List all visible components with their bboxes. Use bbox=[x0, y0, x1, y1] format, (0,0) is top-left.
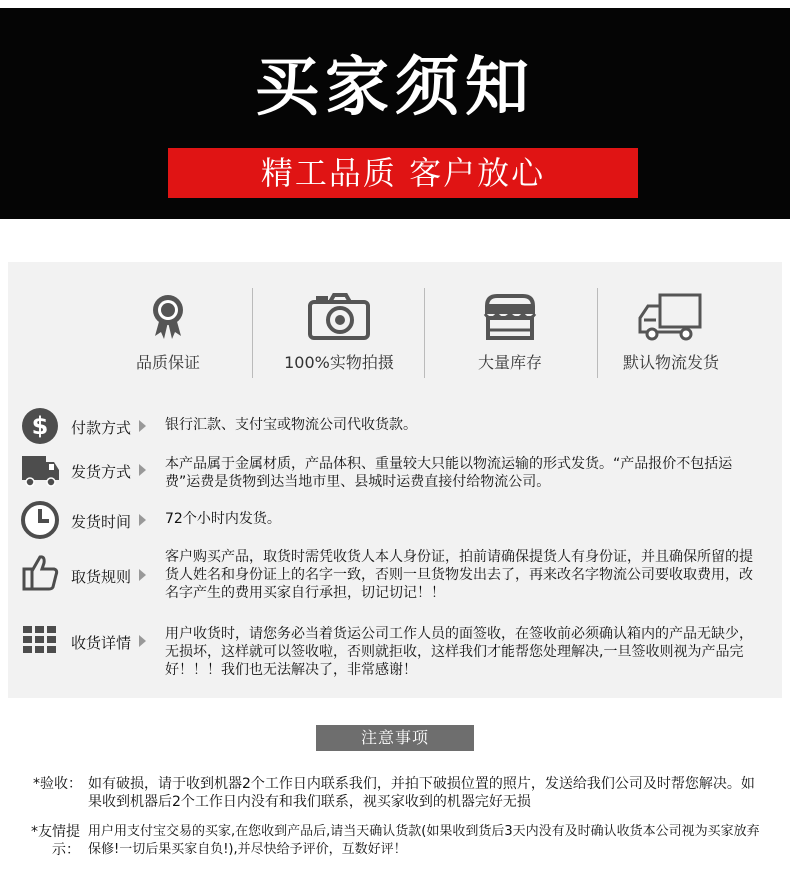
notice-title: 注意事项 bbox=[360, 728, 429, 747]
feature-label: 品质保证 bbox=[135, 353, 200, 372]
store-icon bbox=[475, 292, 545, 342]
subtitle-text: 精工品质 客户放心 bbox=[260, 154, 546, 192]
arrow-right-icon bbox=[139, 420, 146, 432]
camera-icon bbox=[304, 292, 374, 342]
grid-icon bbox=[20, 620, 60, 660]
dollar-coin-icon bbox=[20, 406, 60, 446]
row-label: 付款方式 bbox=[71, 419, 132, 437]
delivery-truck-icon bbox=[636, 292, 706, 342]
notice-label: *验收： bbox=[33, 776, 82, 792]
row-text: 银行汇款、支付宝或物流公司代收货款。 bbox=[165, 417, 417, 433]
row-label: 收货详情 bbox=[71, 634, 132, 652]
header-banner bbox=[0, 8, 790, 219]
award-ribbon-icon bbox=[133, 292, 203, 342]
notice-text: 用户用支付宝交易的买家,在您收到产品后,请当天确认货款(如果收到货后3天内没有及时确认收货本公司视为买家放弃保修!一切后果买家自负!),并尽快给予评价，互数好评！ bbox=[88, 824, 760, 857]
truck-icon bbox=[20, 450, 60, 490]
svg-text:$: $ bbox=[31, 412, 49, 440]
page-title: 买家须知 bbox=[255, 51, 535, 125]
feature-label: 大量库存 bbox=[477, 353, 542, 372]
thumbs-up-icon bbox=[20, 553, 60, 593]
feature-quality bbox=[83, 290, 253, 380]
notice-title-bar bbox=[316, 725, 474, 751]
subtitle-banner bbox=[168, 148, 638, 198]
feature-photo bbox=[254, 290, 424, 380]
row-text: 72个小时内发货。 bbox=[165, 511, 281, 527]
row-label: 取货规则 bbox=[71, 568, 132, 586]
feature-label: 默认物流发货 bbox=[622, 353, 719, 372]
row-text: 用户收货时，请您务必当着货运公司工作人员的面签收，在签收前必须确认箱内的产品无缺少，无损坏，这样就可以签收啦，否则就拒收，这样我们才能帮您处理解决,一旦签收则视为产品完好！！！我们也无法解决了，非常感谢！ bbox=[165, 626, 753, 678]
feature-stock bbox=[425, 290, 595, 380]
clock-icon bbox=[20, 500, 60, 540]
row-label: 发货方式 bbox=[71, 463, 132, 481]
arrow-right-icon bbox=[139, 635, 146, 647]
notice-text: 如有破损，请于收到机器2个工作日内联系我们，并拍下破损位置的照片，发送给我们公司及时帮您解决。如果收到机器后2个工作日内没有和我们联系，视买家收到的机器完好无损 bbox=[88, 776, 755, 810]
arrow-right-icon bbox=[139, 569, 146, 581]
notice-label: *友情提示： bbox=[31, 824, 80, 858]
arrow-right-icon bbox=[139, 514, 146, 526]
feature-logistics bbox=[586, 290, 756, 380]
row-text: 本产品属于金属材质，产品体积、重量较大只能以物流运输的形式发货。“产品报价不包括运费”运费是货物到达当地市里、县城时运费直接付给物流公司。 bbox=[165, 456, 733, 490]
row-label: 发货时间 bbox=[71, 513, 132, 531]
feature-label: 100%实物拍摄 bbox=[284, 353, 394, 372]
divider bbox=[252, 288, 253, 378]
row-text: 客户购买产品，取货时需凭收货人本人身份证，拍前请确保提货人有身份证，并且确保所留的提货人姓名和身份证上的名字一致，否则一旦货物发出去了，再来改名字物流公司要收取费用，改名字产生的费用买家自行承担，切记切记！！ bbox=[165, 549, 753, 601]
arrow-right-icon bbox=[139, 464, 146, 476]
